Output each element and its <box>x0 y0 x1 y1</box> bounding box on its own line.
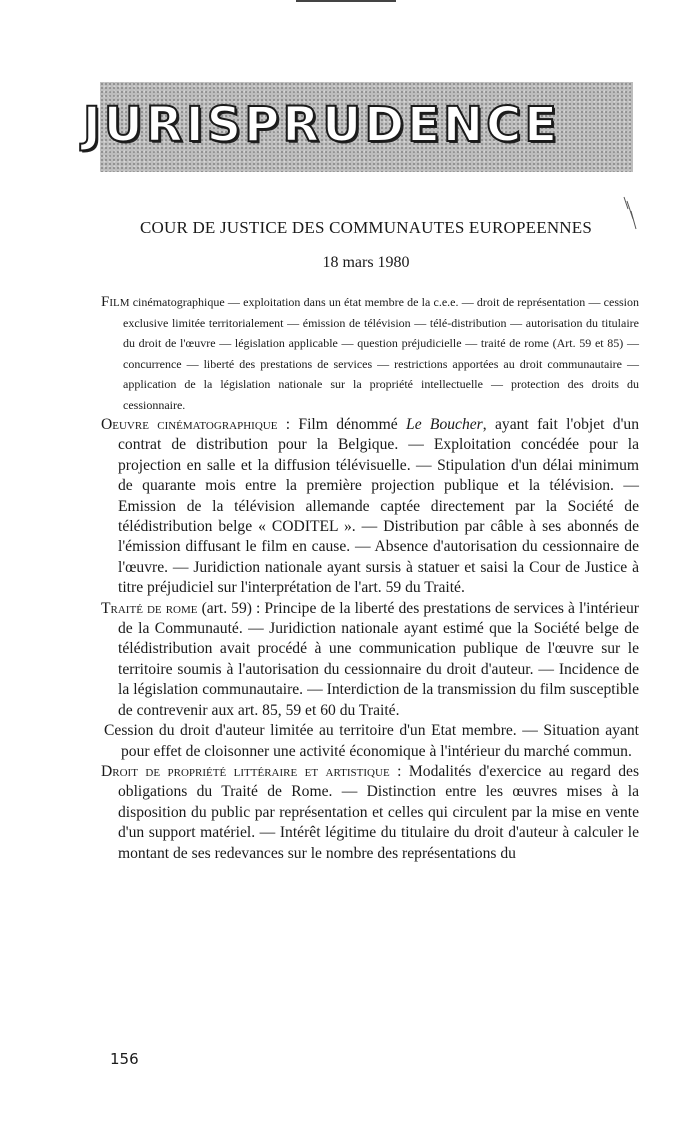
court-heading: COUR DE JUSTICE DES COMMUNAUTES EUROPEENNES <box>139 218 593 237</box>
paragraph-droit <box>101 762 639 864</box>
article-body <box>101 292 639 864</box>
paragraph-traite <box>101 599 639 721</box>
paragraph-heading: Droit de propriété littéraire et artistique <box>101 762 390 780</box>
page-number: 156 <box>110 1050 139 1068</box>
headnote-lead: Film <box>101 294 130 310</box>
paragraph-cession <box>101 721 639 762</box>
paragraph-text: (art. 59) : Principe de la liberté des prestations de services à l'intérieur de la Communauté. — Juridiction nationale ayant estimé que la Société belge de télédistribution avait procédé à une communication publique de l'œuvre sur le territoire soumis à l'autorisation du cessionnaire du droit d'auteur. — Incidence de la législation communautaire. — Interdiction de la transmission du film susceptible de contrevenir aux art. 85, 59 et 60 du Traité. <box>118 599 639 719</box>
paragraph-text: Cession du droit d'auteur limitée au territoire d'un Etat membre. — Situation ayant pour effet de cloisonner une activité économique à l'intérieur du marché commun. <box>104 722 639 760</box>
paragraph-heading: Oeuvre cinématographique <box>101 416 278 433</box>
headnote-text: cinématographique — exploitation dans un état membre de la c.e.e. — droit de représentation — cession exclusive limitée territorialement — émission de télévision — télé-distribution — autorisation du titulaire du droit de l'œuvre — législation applicable — question préjudicielle — traité de rome (Art. 59 et 85) — concurrence — liberté des prestations de services — restrictions apportées au droit communautaire — application de la législation nationale sur la propriété intellectuelle — protection des droits du cessionnaire. <box>123 295 640 412</box>
decision-date: 18 mars 1980 <box>322 254 410 271</box>
paragraph-text: : Film dénommé <box>277 416 407 433</box>
top-rule <box>296 0 396 2</box>
paragraph-text: : Modalités d'exercice au regard des obligations du Traité de Rome. — Distinction entre les œuvres mises à la disposition du public par représentation et celles qui circulent par la mise en vente d'un support matériel. — Intérêt légitime du titulaire du droit d'auteur à calculer le montant de ses redevances sur le nombre des représentations du <box>118 762 640 862</box>
headnote-summary <box>101 292 639 415</box>
paragraph-text-continued: , ayant fait l'objet d'un contrat de distribution pour la Belgique. — Exploitation concédée pour la projection en salle et la diffusion télévisuelle. — Stipulation d'un délai minimum de quarante mois entre la première projection publique et la télévision. — Emission de la télévision allemande captée directement par la Société de télédistribution belge « CODITEL ». — Distribution par câble à ses abonnés de l'émission diffusant le film en cause. — Absence d'autorisation du cessionnaire de l'œuvre. — Juridiction nationale ayant sursis à statuer et saisi la Cour de Justice à titre préjudiciel sur l'interprétation de l'art. 59 du Traité. <box>118 416 640 597</box>
jurisprudence-banner <box>82 82 633 172</box>
film-title: Le Boucher <box>406 416 483 433</box>
paragraph-oeuvre <box>101 415 639 599</box>
banner-title: JURISPRUDENCE <box>82 97 561 153</box>
margin-mark <box>622 195 638 231</box>
paragraph-heading: Traité de rome <box>101 599 198 617</box>
